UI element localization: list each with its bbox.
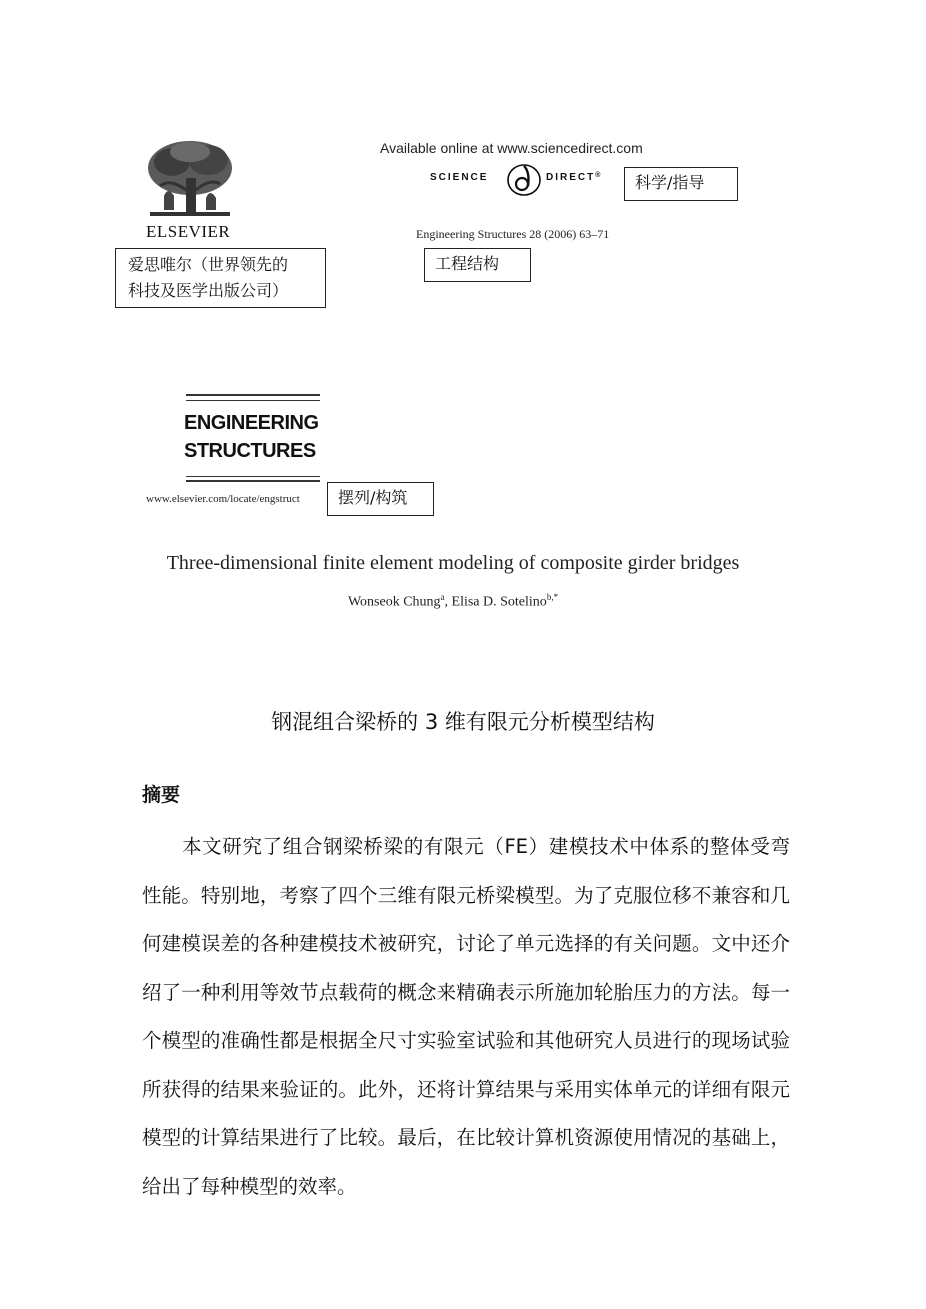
sciencedirect-brand-right-text: DIRECT xyxy=(546,172,596,183)
journal-logo-rule-top xyxy=(186,394,320,396)
author-separator: , xyxy=(444,594,452,610)
elsevier-annotation-line2: 科技及医学出版公司） xyxy=(128,281,289,300)
journal-logo-rule-bottom xyxy=(186,480,320,482)
elsevier-annotation-line1: 爱思唯尔（世界领先的 xyxy=(128,255,289,274)
sciencedirect-brand-right xyxy=(546,172,602,183)
author-1: Wonseok Chung xyxy=(347,594,441,610)
journal-citation-annotation-box: 工程结构 xyxy=(424,248,531,282)
author-1-affiliation: a xyxy=(440,592,445,602)
abstract-heading: 摘要 xyxy=(142,784,181,806)
elsevier-wordmark: ELSEVIER xyxy=(146,222,231,241)
journal-citation: Engineering Structures 28 (2006) 63–71 xyxy=(416,227,610,241)
abstract-body: 本文研究了组合钢梁桥梁的有限元（FE）建模技术中体系的整体受弯性能。特别地，考察了四个三维有限元桥梁模型。为了克服位移不兼容和几何建模误差的各种建模技术被研究，讨论了单元选择的有关问题。文中还介绍了一种利用等效节点载荷的概念来精确表示所施加轮胎压力的方法。每一个模型的准确性都是根据全尺寸实验室试验和其他研究人员进行的现场试验所获得的结果来验证的。此外，还将计算结果与采用实体单元的详细有限元模型的计算结果进行了比较。最后，在比较计算机资源使用情况的基础上，给出了每种模型的效率。 xyxy=(142,835,790,1198)
author-2-affiliation: b,* xyxy=(546,592,559,602)
journal-logo-rule-bottom-thin xyxy=(186,476,320,477)
registered-mark: ® xyxy=(595,172,603,179)
journal-url: www.elsevier.com/locate/engstruct xyxy=(146,493,300,505)
elsevier-annotation-box xyxy=(115,248,326,308)
journal-logo-annotation-box: 摆列/构筑 xyxy=(327,482,434,516)
author-2: Elisa D. Sotelino xyxy=(451,594,547,610)
sciencedirect-annotation-box: 科学/指导 xyxy=(624,167,738,201)
sciencedirect-brand-left: SCIENCE xyxy=(430,172,489,183)
translated-title: 钢混组合梁桥的 3 维有限元分析模型结构 xyxy=(271,710,655,734)
available-online-text: Available online at www.sciencedirect.com xyxy=(380,140,643,156)
journal-logo-line2: STRUCTURES xyxy=(184,440,316,462)
sciencedirect-d-icon xyxy=(506,162,542,198)
paper-authors xyxy=(0,592,906,611)
paper-title: Three-dimensional finite element modeling of composite girder bridges xyxy=(166,552,740,574)
journal-logo-rule-top-thin xyxy=(186,400,320,401)
journal-logo-line1: ENGINEERING xyxy=(184,412,319,434)
